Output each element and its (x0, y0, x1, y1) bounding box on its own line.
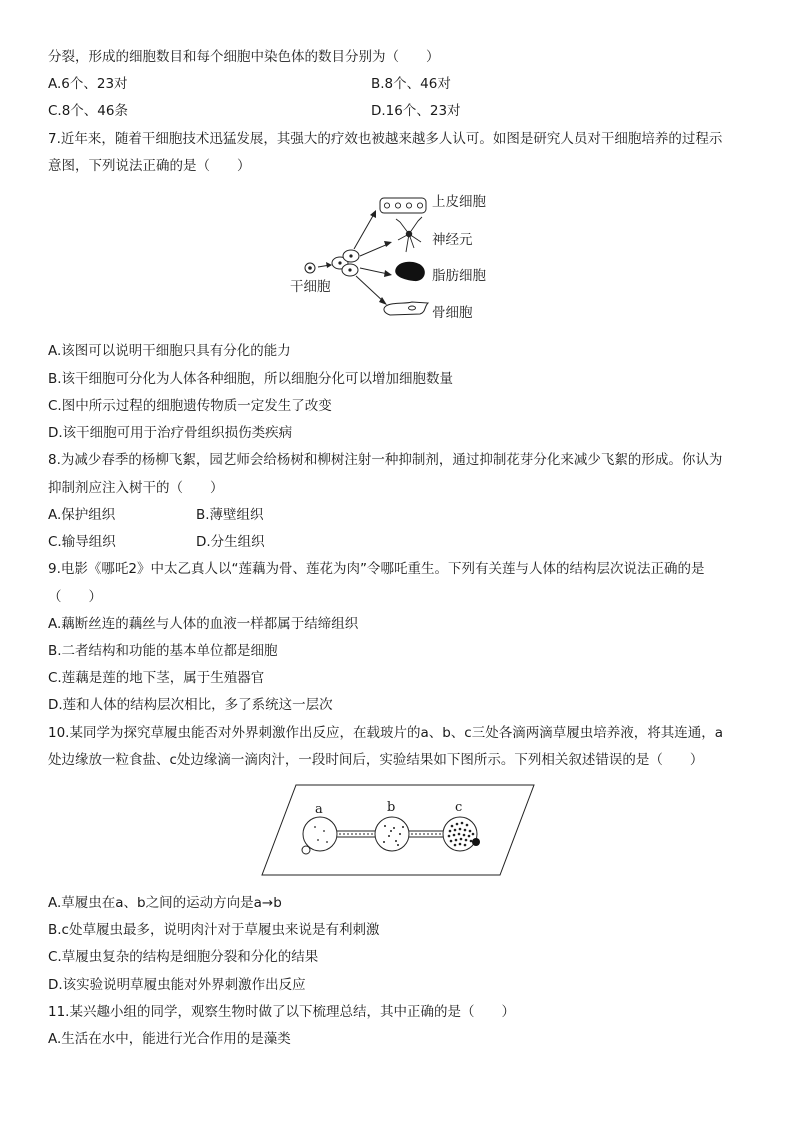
q7-option-d: D.该干细胞可用于治疗骨组织损伤类疾病 (48, 425, 293, 441)
label-c: c (455, 800, 463, 815)
q10-option-b: B.c处草履虫最多，说明肉汁对于草履虫来说是有利刺激 (48, 922, 380, 938)
label-b: b (387, 800, 396, 815)
q9-option-b: B.二者结构和功能的基本单位都是细胞 (48, 643, 278, 659)
q8-option-b: B.薄壁组织 (196, 507, 264, 523)
label-bone-cell: 骨细胞 (432, 305, 473, 321)
q9-option-d: D.莲和人体的结构层次相比，多了系统这一层次 (48, 697, 333, 713)
q7-stem-line2: 意图，下列说法正确的是（ ） (48, 158, 251, 174)
q6-stem: 分裂，形成的细胞数目和每个细胞中染色体的数目分别为（ ） (48, 49, 440, 65)
q7-stem-line1: 7.近年来，随着干细胞技术迅猛发展，其强大的疗效也被越来越多人认可。如图是研究人员对干细胞培养的过程示 (48, 131, 723, 147)
q8-stem-line1: 8.为减少春季的杨柳飞絮，园艺师会给杨树和柳树注射一种抑制剂，通过抑制花芽分化来减少飞絮的形成。你认为 (48, 452, 723, 468)
q7-option-a: A.该图可以说明干细胞只具有分化的能力 (48, 343, 291, 359)
q9-option-c: C.莲藕是莲的地下茎，属于生殖器官 (48, 670, 265, 686)
q10-stem-line2: 处边缘放一粒食盐、c处边缘滴一滴肉汁，一段时间后，实验结果如下图所示。下列相关叙述错误的是（ ） (48, 752, 704, 768)
q11-stem: 11.某兴趣小组的同学，观察生物时做了以下梳理总结，其中正确的是（ ） (48, 1004, 515, 1020)
q9-stem-line1: 9.电影《哪吒2》中太乙真人以“莲藕为骨、莲花为肉”令哪吒重生。下列有关莲与人体的结构层次说法正确的是 (48, 561, 705, 577)
label-epithelial-cell: 上皮细胞 (432, 194, 486, 210)
paramecium-figure (258, 782, 538, 878)
q10-option-a: A.草履虫在a、b之间的运动方向是a→b (48, 895, 282, 911)
q10-option-d: D.该实验说明草履虫能对外界刺激作出反应 (48, 977, 306, 993)
q6-option-b: B.8个、46对 (371, 76, 451, 92)
q10-stem-line1: 10.某同学为探究草履虫能否对外界刺激作出反应，在载玻片的a、b、c三处各滴两滴草履虫培养液，将其连通，a (48, 725, 724, 741)
q8-option-a: A.保护组织 (48, 507, 116, 523)
q10-option-c: C.草履虫复杂的结构是细胞分裂和分化的结果 (48, 949, 319, 965)
q11-option-a: A.生活在水中，能进行光合作用的是藻类 (48, 1031, 291, 1047)
q7-option-b: B.该干细胞可分化为人体各种细胞，所以细胞分化可以增加细胞数量 (48, 371, 454, 387)
q6-option-a: A.6个、23对 (48, 76, 128, 92)
q8-option-c: C.输导组织 (48, 534, 116, 550)
q9-stem-line2: （ ） (48, 589, 102, 605)
q8-option-d: D.分生组织 (196, 534, 265, 550)
slide-diagram (258, 782, 538, 878)
q6-option-c: C.8个、46条 (48, 103, 128, 119)
q7-option-c: C.图中所示过程的细胞遗传物质一定发生了改变 (48, 398, 332, 414)
q9-option-a: A.藕断丝连的藕丝与人体的血液一样都属于结缔组织 (48, 616, 359, 632)
label-neuron: 神经元 (432, 232, 473, 248)
q8-stem-line2: 抑制剂应注入树干的（ ） (48, 480, 224, 496)
q6-option-d: D.16个、23对 (371, 103, 461, 119)
label-fat-cell: 脂肪细胞 (432, 268, 486, 284)
stem-cell-figure (288, 184, 508, 326)
label-stem-cell: 干细胞 (290, 279, 331, 295)
label-a: a (315, 802, 323, 817)
